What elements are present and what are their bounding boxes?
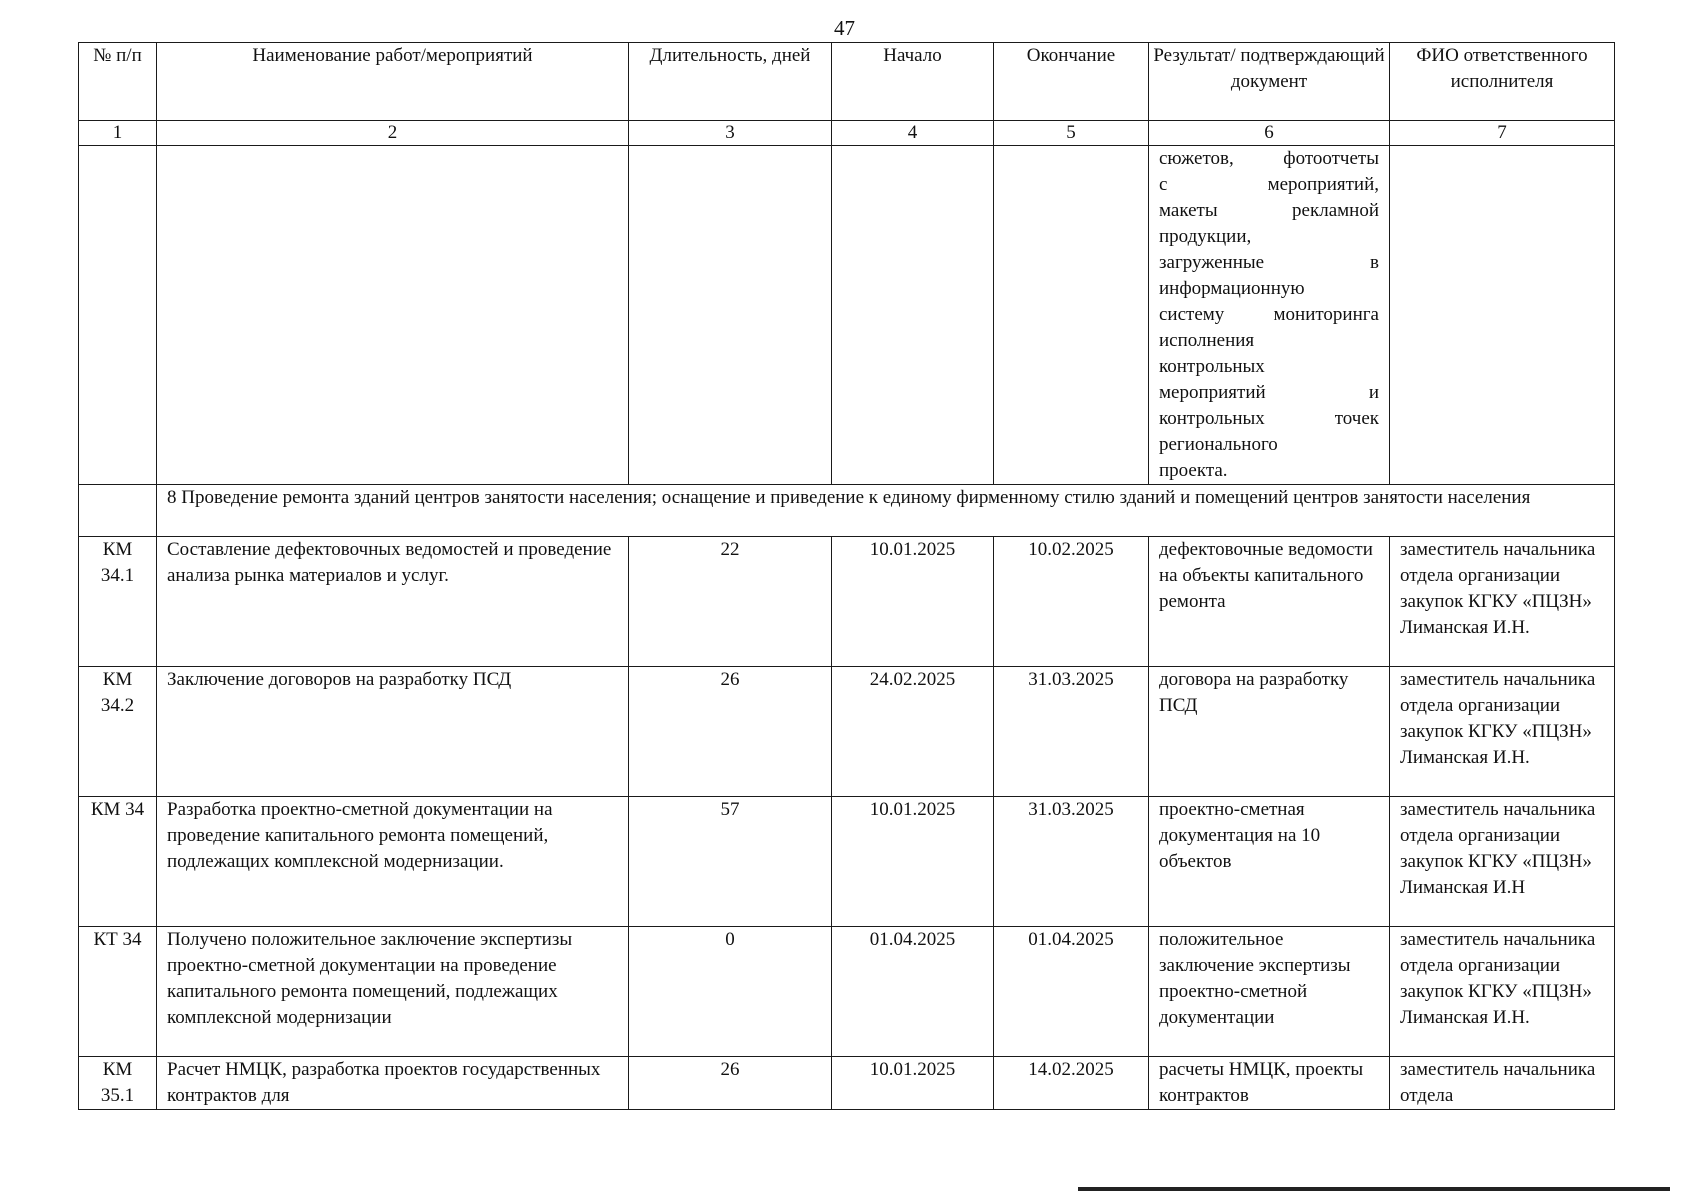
result-line: регионального xyxy=(1159,434,1278,455)
result-document: договора на разработку ПСД xyxy=(1149,667,1390,797)
result-line: загруженные в xyxy=(1159,252,1379,273)
responsible-person: заместитель начальника отдела организации закупок КГКУ «ПЦЗН» Лиманская И.Н. xyxy=(1390,667,1615,797)
section-row xyxy=(79,485,1615,537)
table-row xyxy=(79,667,1615,797)
header-duration: Длительность, дней xyxy=(629,43,832,121)
header-work-name: Наименование работ/мероприятий xyxy=(157,43,629,121)
result-line: исполнения xyxy=(1159,330,1255,351)
end-date: 01.04.2025 xyxy=(994,927,1149,1057)
result-line: информационную xyxy=(1159,278,1305,299)
footer-divider xyxy=(1078,1187,1670,1191)
column-numbers-row xyxy=(79,121,1615,146)
cell-empty xyxy=(79,146,157,485)
duration-days: 0 xyxy=(629,927,832,1057)
end-date: 31.03.2025 xyxy=(994,797,1149,927)
row-number: КМ 34 xyxy=(79,797,157,927)
table-row xyxy=(79,927,1615,1057)
start-date: 10.01.2025 xyxy=(832,797,994,927)
responsible-person: заместитель начальника отдела xyxy=(1390,1057,1615,1110)
section-title: 8 Проведение ремонта зданий центров занятости населения; оснащение и приведение к единому фирменному стилю зданий и помещений центров занятости населения xyxy=(157,485,1615,537)
header-end: Окончание xyxy=(994,43,1149,121)
result-document: дефектовочные ведомости на объекты капитального ремонта xyxy=(1149,537,1390,667)
page-number: 47 xyxy=(834,16,855,40)
start-date: 10.01.2025 xyxy=(832,1057,994,1110)
result-document: проектно-сметная документация на 10 объектов xyxy=(1149,797,1390,927)
result-line: контрольных точек xyxy=(1159,408,1379,429)
result-line: с мероприятий, xyxy=(1159,174,1379,195)
cell-empty xyxy=(629,146,832,485)
work-name: Разработка проектно-сметной документации на проведение капитального ремонта помещений, подлежащих комплексной модернизации. xyxy=(157,797,629,927)
row-number: КМ 34.2 xyxy=(79,667,157,797)
cell-empty xyxy=(832,146,994,485)
row-number: КМ 34.1 xyxy=(79,537,157,667)
column-number: 3 xyxy=(629,121,832,146)
column-number: 4 xyxy=(832,121,994,146)
responsible-person: заместитель начальника отдела организации закупок КГКУ «ПЦЗН» Лиманская И.Н xyxy=(1390,797,1615,927)
work-name: Заключение договоров на разработку ПСД xyxy=(157,667,629,797)
column-number: 6 xyxy=(1149,121,1390,146)
responsible-person: заместитель начальника отдела организации закупок КГКУ «ПЦЗН» Лиманская И.Н. xyxy=(1390,927,1615,1057)
cell-empty xyxy=(1390,146,1615,485)
column-number: 5 xyxy=(994,121,1149,146)
duration-days: 57 xyxy=(629,797,832,927)
column-number: 2 xyxy=(157,121,629,146)
header-responsible: ФИО ответственного исполнителя xyxy=(1390,43,1615,121)
duration-days: 26 xyxy=(629,667,832,797)
start-date: 10.01.2025 xyxy=(832,537,994,667)
work-name: Получено положительное заключение экспертизы проектно-сметной документации на проведение капитального ремонта помещений, подлежащих комплексной модернизации xyxy=(157,927,629,1057)
row-number: КТ 34 xyxy=(79,927,157,1057)
header-start: Начало xyxy=(832,43,994,121)
result-line: сюжетов, фотоотчеты xyxy=(1159,148,1379,169)
table-row xyxy=(79,797,1615,927)
column-number: 1 xyxy=(79,121,157,146)
duration-days: 26 xyxy=(629,1057,832,1110)
table-row xyxy=(79,537,1615,667)
result-line: макеты рекламной xyxy=(1159,200,1379,221)
result-document: расчеты НМЦК, проекты контрактов xyxy=(1149,1057,1390,1110)
column-number: 7 xyxy=(1390,121,1615,146)
cell-empty xyxy=(79,485,157,537)
start-date: 01.04.2025 xyxy=(832,927,994,1057)
result-line: мероприятий и xyxy=(1159,382,1379,403)
end-date: 31.03.2025 xyxy=(994,667,1149,797)
responsible-person: заместитель начальника отдела организации закупок КГКУ «ПЦЗН» Лиманская И.Н. xyxy=(1390,537,1615,667)
header-result: Результат/ подтверждающий документ xyxy=(1149,43,1390,121)
work-plan-table xyxy=(78,42,1615,1110)
table-header-row xyxy=(79,43,1615,121)
result-line: продукции, xyxy=(1159,226,1252,247)
start-date: 24.02.2025 xyxy=(832,667,994,797)
header-number: № п/п xyxy=(79,43,157,121)
end-date: 14.02.2025 xyxy=(994,1057,1149,1110)
row-number: КМ 35.1 xyxy=(79,1057,157,1110)
result-line: систему мониторинга xyxy=(1159,304,1379,325)
result-line: проекта. xyxy=(1159,460,1228,481)
result-line: контрольных xyxy=(1159,356,1265,377)
result-document: положительное заключение экспертизы проектно-сметной документации xyxy=(1149,927,1390,1057)
table-row-continuation xyxy=(79,146,1615,485)
duration-days: 22 xyxy=(629,537,832,667)
cell-empty xyxy=(994,146,1149,485)
table-row xyxy=(79,1057,1615,1110)
cell-empty xyxy=(157,146,629,485)
end-date: 10.02.2025 xyxy=(994,537,1149,667)
work-name: Составление дефектовочных ведомостей и проведение анализа рынка материалов и услуг. xyxy=(157,537,629,667)
work-name: Расчет НМЦК, разработка проектов государственных контрактов для xyxy=(157,1057,629,1110)
continued-result-cell xyxy=(1149,146,1390,485)
